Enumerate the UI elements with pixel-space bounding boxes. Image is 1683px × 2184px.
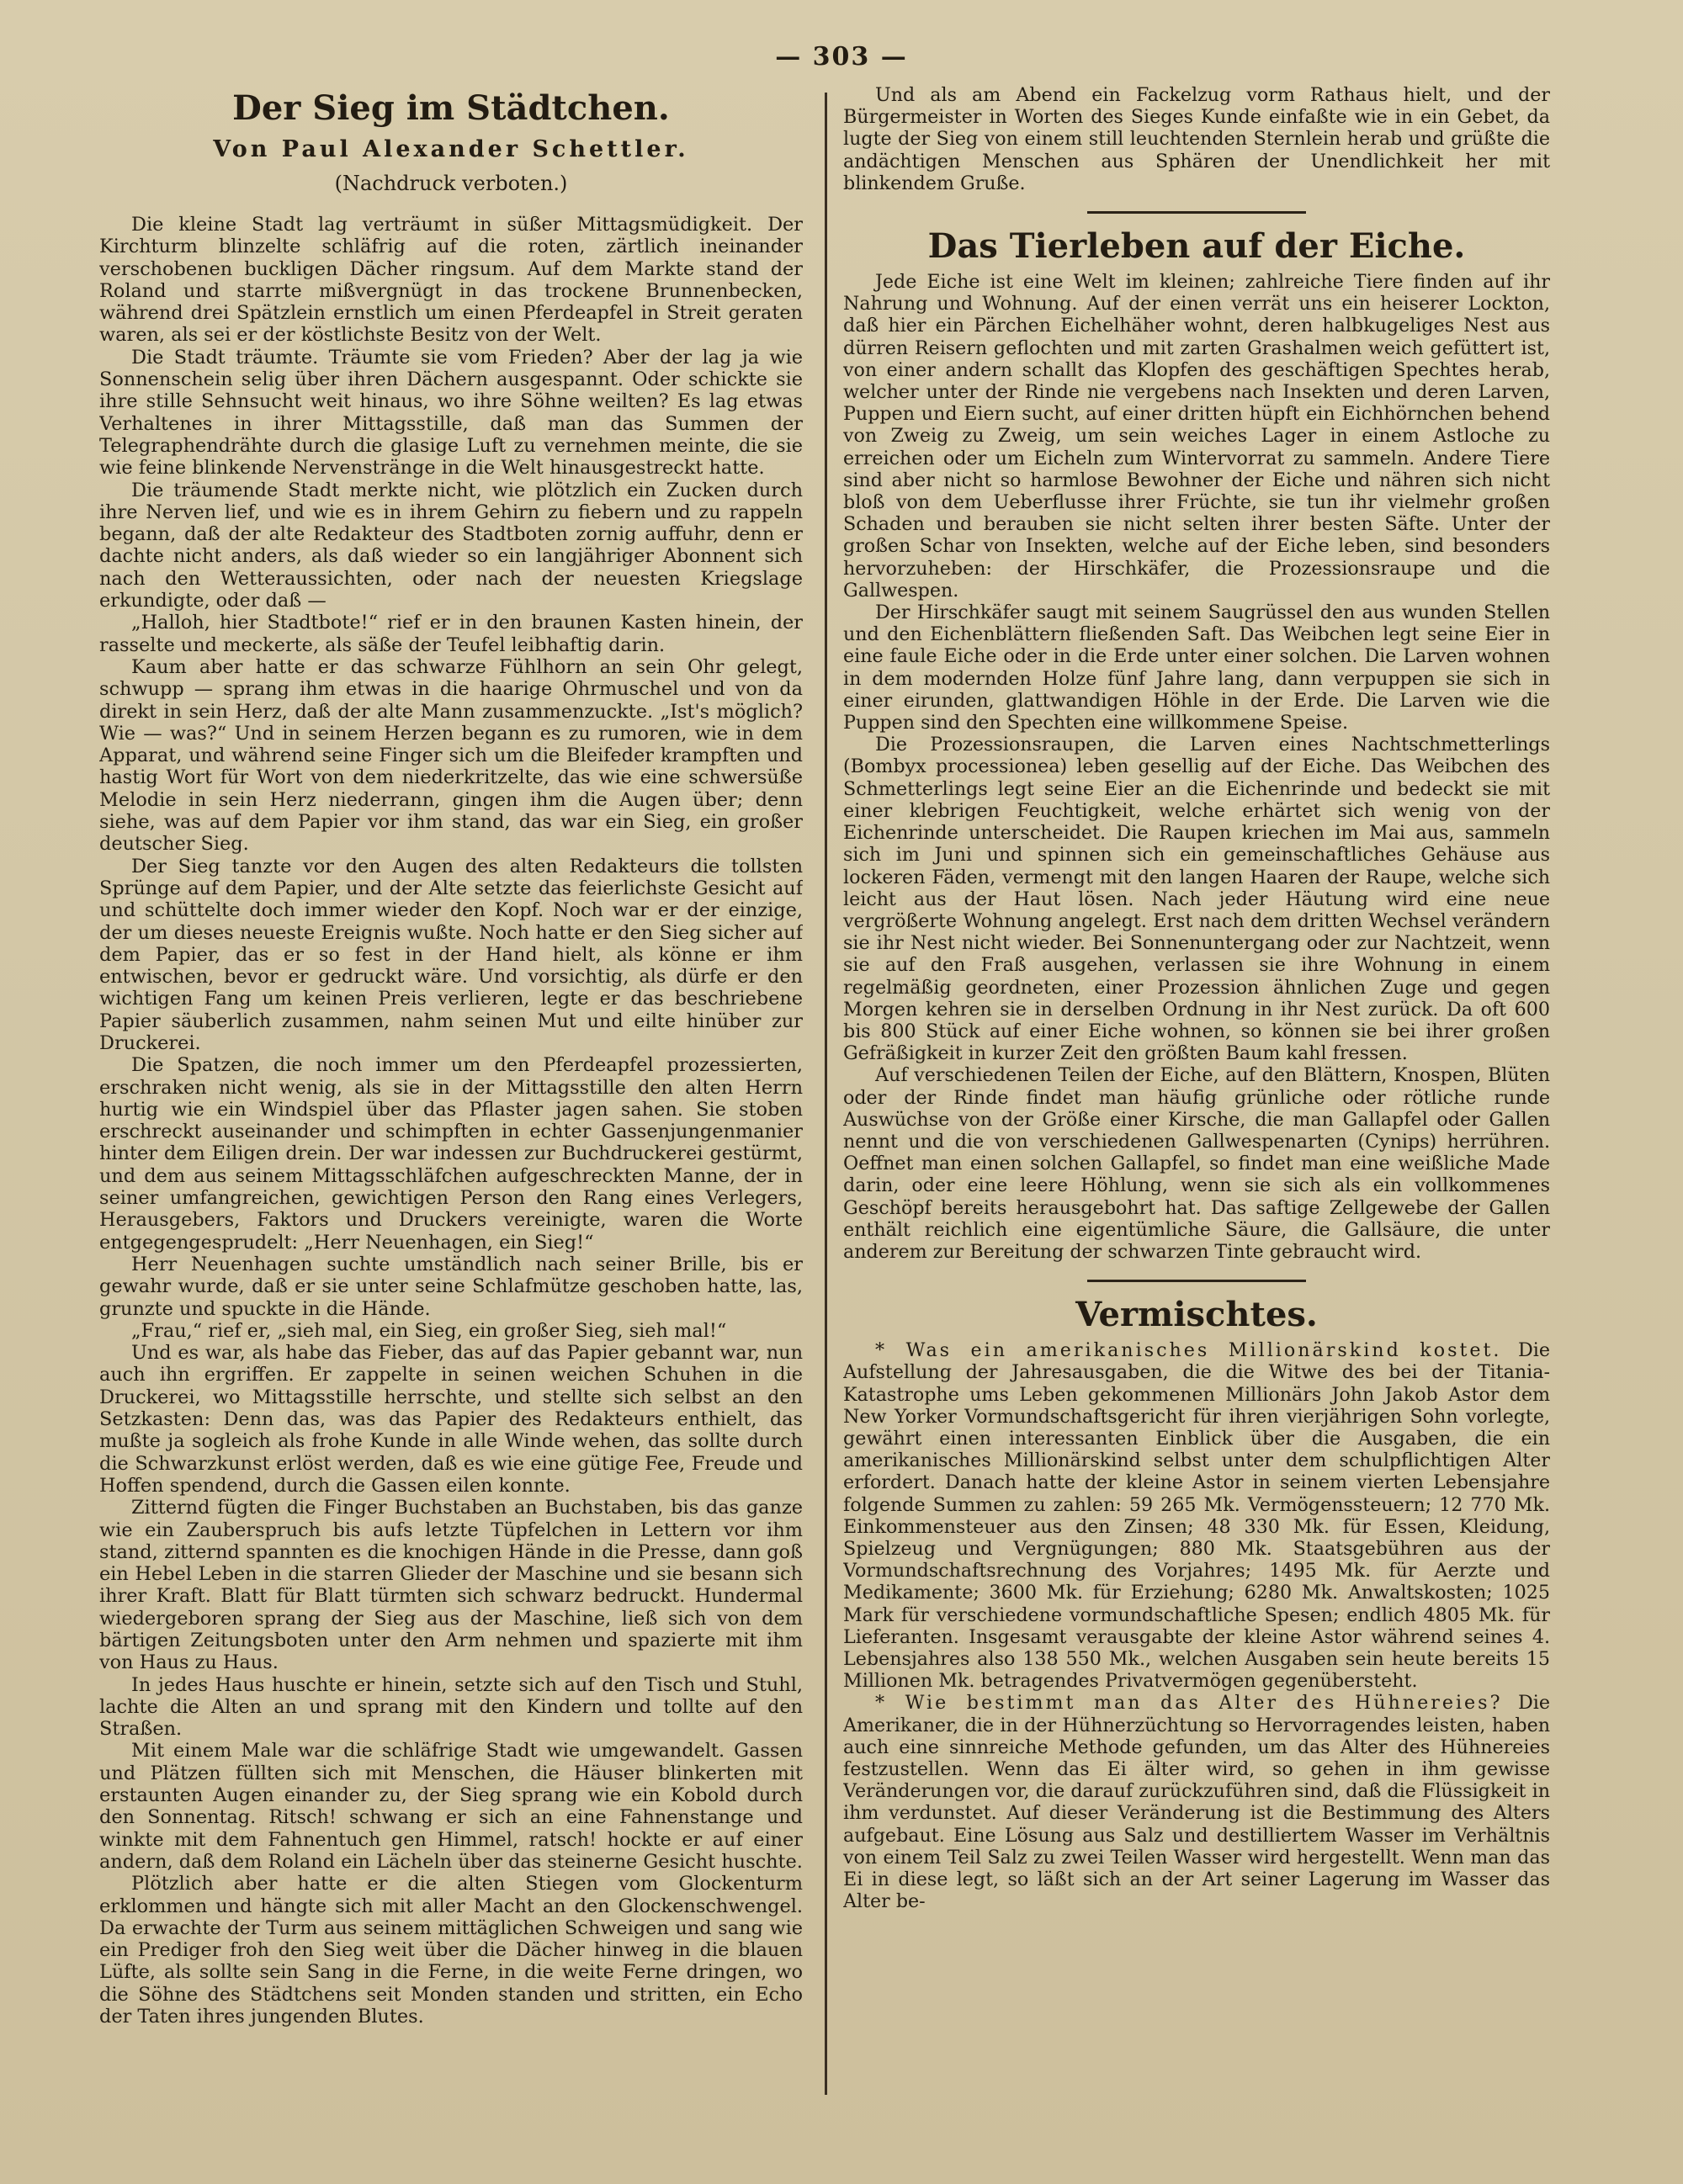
story-paragraph: Die kleine Stadt lag verträumt in süßer Mittagsmüdigkeit. Der Kirchturm blinzelte schläfrig auf die roten, zärtlich ineinander verschobenen buckligen Dächer ringsum. Auf dem Markte stand der Roland und starrte mißvergnügt in das trockene Brunnenbecken, während drei Spätzlein ernstlich um einen Pferdeapfel in Streit geraten waren, als sei er der köstlichste Besitz von der Welt. xyxy=(99,214,803,347)
story-paragraph: Und es war, als habe das Fieber, das auf das Papier gebannt war, nun auch ihn ergriffen. Er zappelte in seinen weichen Schuhen in die Druckerei, wo Mittagsstille herrschte, und stellte sich selbst an den Setzkasten: Denn das, was das Papier des Redakteurs enthielt, das mußte ja sogleich als frohe Kunde in alle Winde wehen, das sollte durch die Schwarzkunst erlöst werden, daß es wie eine gütige Fee, Freude und Hoffen spendend, durch die Gassen eilen konnte. xyxy=(99,1342,803,1497)
story-paragraph: Mit einem Male war die schläfrige Stadt wie umgewandelt. Gassen und Plätzen füllten sich mit Menschen, die Häuser blinkerten mit erstaunten Augen einander zu, der Sieg sprang wie ein Kobold durch den Sonnentag. Ritsch! schwang er sich an eine Fahnenstange und winkte mit dem Fahnentuch gen Himmel, ratsch! hockte er auf einer andern, daß dem Roland ein Lächeln über das steinerne Gesicht huschte. xyxy=(99,1740,803,1873)
misc-title: Vermischtes. xyxy=(1075,1295,1318,1335)
story-paragraph: Die Spatzen, die noch immer um den Pferdeapfel prozessierten, erschraken nicht wenig, als sie in der Mittagsstille den alten Herrn hurtig wie ein Windspiel über das Pflaster jagen sahen. Sie stoben erschreckt auseinander und schimpften in echter Gassenjungenmanier hinter dem Eiligen drein. Der war indessen zur Buchdruckerei gestürmt, und dem aus seinem Mittagsschläfchen aufgeschreckten Manne, der in seiner umfangreichen, gewichtigen Person den Rang eines Verlegers, Herausgebers, Faktors und Druckers vereinigte, waren die Worte entgegengesprudelt: „Herr Neuenhagen, ein Sieg!“ xyxy=(99,1054,803,1254)
story-paragraph: Die träumende Stadt merkte nicht, wie plötzlich ein Zucken durch ihre Nerven lief, und wie es in ihrem Gehirn zu fiebern und zu rappeln begann, daß der alte Redakteur des Stadtboten zornig auffuhr, denn er dachte nicht anders, als daß wieder so ein langjähriger Abonnent sich nach den Wetteraussichten, oder nach der neuesten Kriegslage erkundigte, oder daß — xyxy=(99,479,803,612)
article-paragraph: Die Prozessionsraupen, die Larven eines Nachtschmetterlings (Bombyx processionea) leben gesellig auf der Eiche. Das Weibchen des Schmetterlings legt seine Eier an die Eichenrinde und bedeckt sie mit einer klebrigen Feuchtigkeit, welche erhärtet sich wenig von der Eichenrinde unterscheidet. Die Raupen kriechen im Mai aus, sammeln sich im Juni und spinnen sich ein gemeinschaftliches Gehäuse aus lockeren Fäden, vermengt mit den langen Haaren der Raupe, welche sich leicht aus der Haut lösen. Nach jeder Häutung wird eine neue vergrößerte Wohnung angelegt. Erst nach dem dritten Wechsel verändern sie ihr Nest nicht wieder. Bei Sonnenuntergang oder zur Nachtzeit, wenn sie auf den Fraß ausgehen, verlassen sie ihre Wohnung in einem regelmäßig geordneten, einer Prozession ähnlichen Zuge und gegen Morgen kehren sie in derselben Ordnung in ihr Nest zurück. Da oft 600 bis 800 Stück auf einer Eiche wohnen, so können sie bei ihrer großen Gefräßigkeit in kurzer Zeit den größten Baum kahl fressen. xyxy=(843,734,1550,1065)
section-rule xyxy=(1087,1280,1306,1282)
story-paragraph: Der Sieg tanzte vor den Augen des alten Redakteurs die tollsten Sprünge auf dem Papier, und der Alte setzte das feierlichste Gesicht auf und schüttelte doch immer wieder den Kopf. Noch war er der einzige, der um dieses neueste Ereignis wußte. Noch hatte er den Sieg sicher auf dem Papier, das er so fest in der Hand hielt, als könne er ihm entwischen, bevor er gedruckt wäre. Und vorsichtig, als dürfe er den wichtigen Fang um keinen Preis verlieren, legte er das beschriebene Papier säuberlich zusammen, nahm seinen Mut und eilte hinüber zur Druckerei. xyxy=(99,855,803,1054)
story-title: Der Sieg im Städtchen. xyxy=(232,88,670,128)
misc-item-text: Die Aufstellung der Jahresausgaben, die die Witwe des bei der Titania-Katastrophe ums Leben gekommenen Millionärs John Jakob Astor dem New Yorker Vormundschaftsgericht für ihren vierjährigen Sohn vorlegte, gewährt einen interessanten Einblick über die Ausgaben, die ein amerikanisches Millionärskind selbst unter dem schulpflichtigen Alter erfordert. Danach hatte der kleine Astor in seinem vierten Lebensjahre folgende Summen zu zahlen: 59 265 Mk. Vermögenssteuern; 12 770 Mk. Einkommensteuer aus den Zinsen; 48 330 Mk. für Essen, Kleidung, Spielzeug und Vergnügungen; 880 Mk. Staatsgebühren aus der Vormundschaftsrechnung des Vorjahres; 1495 Mk. für Aerzte und Medikamente; 3600 Mk. für Erziehung; 6280 Mk. Anwaltskosten; 1025 Mark für verschiedene vormundschaftliche Spesen; endlich 4805 Mk. für Lieferanten. Insgesamt verausgabte der kleine Astor während seines 4. Lebensjahres also 138 550 Mk., welchen Ausgaben sein heute bereits 15 Millionen Mk. betragendes Privatvermögen gegenübersteht. xyxy=(843,1339,1550,1693)
story-paragraph: Kaum aber hatte er das schwarze Fühlhorn an sein Ohr gelegt, schwupp — sprang ihm etwas in die haarige Ohrmuschel und von da direkt in sein Herz, daß der alte Mann zusammenzuckte. „Ist's möglich? Wie — was?“ Und in seinem Herzen begann es zu rumoren, wie in dem Apparat, und während seine Finger sich um die Bleifeder krampften und hastig Wort für Wort von dem niederkritzelte, das wie eine schwersüße Melodie in sein Herz niederrann, gingen ihm die Augen über; denn siehe, was auf dem Papier vor ihm stand, das war ein Sieg, ein großer deutscher Sieg. xyxy=(99,655,803,856)
story-paragraph: In jedes Haus huschte er hinein, setzte sich auf den Tisch und Stuhl, lachte die Alten an und sprang mit den Kindern und tollte auf den Straßen. xyxy=(99,1673,803,1741)
section-rule xyxy=(1087,211,1306,214)
misc-item xyxy=(843,1339,1550,1692)
column-divider xyxy=(825,93,827,2095)
misc-item-heading: * Wie bestimmt man das Alter des Hühnereies? xyxy=(875,1692,1503,1715)
story-paragraph: Und als am Abend ein Fackelzug vorm Rathaus hielt, und der Bürgermeister in Worten des Sieges Kunde einfaßte wie in ein Gebet, da lugte der Sieg von einem still leuchtenden Sternlein herab und grüßte die andächtigen Menschen aus Sphären der Unendlichkeit her mit blinkendem Gruße. xyxy=(843,84,1550,194)
story-paragraph: „Halloh, hier Stadtbote!“ rief er in den braunen Kasten hinein, der rasselte und meckerte, als säße der Teufel leibhaftig darin. xyxy=(99,612,803,656)
misc-item xyxy=(843,1692,1550,1912)
story-paragraph: Zitternd fügten die Finger Buchstaben an Buchstaben, bis das ganze wie ein Zauberspruch bis aufs letzte Tüpfelchen in Lettern vor ihm stand, zitternd spannten es die knochigen Hände in die Presse, dann goß ein Hebel Leben in die starren Glieder der Maschine und sie besann sich ihrer Kraft. Blatt für Blatt türmten sich schwarz bedruckt. Hundermal wiedergeboren sprang der Sieg aus der Maschine, ließ sich von dem bärtigen Zeitungsboten unter den Arm nehmen und spazierte mit ihm von Haus zu Haus. xyxy=(99,1497,803,1674)
article-title: Das Tierleben auf der Eiche. xyxy=(927,226,1466,267)
misc-item-text: Die Amerikaner, die in der Hühnerzüchtung so Hervorragendes leisten, haben auch eine sinnreiche Methode gefunden, um das Alter des Hühnereies festzustellen. Wenn das Ei älter wird, so gehen in ihm gewisse Veränderungen vor, die darauf zurückzuführen sind, daß die Flüssigkeit in ihm verdunstet. Auf dieser Veränderung ist die Bestimmung des Alters aufgebaut. Eine Lösung aus Salz und destilliertem Wasser im Verhältnis von einem Teil Salz zu zwei Teilen Wasser wird hergestellt. Wenn man das Ei in diese legt, so läßt sich an der Art seiner Lagerung im Wasser das Alter be- xyxy=(843,1692,1550,1913)
story-paragraph: Herr Neuenhagen suchte umständlich nach seiner Brille, bis er gewahr wurde, daß er sie unter seine Schlafmütze geschoben hatte, las, grunzte und spuckte in die Hände. xyxy=(99,1253,803,1320)
story-paragraph: Plötzlich aber hatte er die alten Stiegen vom Glockenturm erklommen und hängte sich mit aller Macht an den Glockenschwengel. Da erwachte der Turm aus seinem mittäglichen Schweigen und sang wie ein Prediger froh den Sieg weit über die Dächer hinweg in die blauen Lüfte, als sollte sein Sang in die Ferne, in die weite Ferne dringen, wo die Söhne des Städtchens seit Monden standen und stritten, ein Echo der Taten ihres jungenden Blutes. xyxy=(99,1873,803,2028)
story-paragraph: Die Stadt träumte. Träumte sie vom Frieden? Aber der lag ja wie Sonnenschein selig über ihren Dächern ausgespannt. Oder schickte sie ihre stille Sehnsucht weit hinaus, wo ihre Söhne weilten? Es lag etwas Verhaltenes in ihrer Mittagsstille, daß man das Summen der Telegraphendrähte durch die glasige Luft zu vernehmen meinte, die sie wie feine blinkende Nervenstränge in die Welt hinausgestreckt hatte. xyxy=(99,346,803,480)
reprint-notice: (Nachdruck verboten.) xyxy=(334,172,568,195)
article-paragraph: Der Hirschkäfer saugt mit seinem Saugrüssel den aus wunden Stellen und den Eichenblättern fließenden Saft. Das Weibchen legt seine Eier in eine faule Eiche oder in die Erde unter einer solchen. Die Larven wohnen in dem modernden Holze fünf Jahre lang, dann verpuppen sie sich in einer eirunden, glattwandigen Höhle in der Erde. Die Larven wie die Puppen sind den Spechten eine willkommene Speise. xyxy=(843,602,1550,734)
story-paragraph: „Frau,“ rief er, „sieh mal, ein Sieg, ein großer Sieg, sieh mal!“ xyxy=(131,1319,727,1342)
article-paragraph: Auf verschiedenen Teilen der Eiche, auf den Blättern, Knospen, Blüten oder der Rinde findet man häufig grünliche oder rötliche runde Auswüchse von der Größe einer Kirsche, die man Gallapfel oder Gallen nennt und die von verschiedenen Gallwespenarten (Cynips) herrühren. Oeffnet man einen solchen Gallapfel, so findet man eine weißliche Made darin, oder eine leere Höhlung, wenn sie sich als ein vollkommenes Geschöpf bereits herausgebohrt hat. Das saftige Zellgewebe der Gallen enthält reichlich eine eigentümliche Säure, die Gallsäure, die unter anderem zur Bereitung der schwarzen Tinte gebraucht wird. xyxy=(843,1064,1550,1263)
right-column xyxy=(843,84,1550,2162)
left-column xyxy=(99,84,803,2162)
article-paragraph: Jede Eiche ist eine Welt im kleinen; zahlreiche Tiere finden auf ihr Nahrung und Wohnung. Auf der einen verrät uns ein heiserer Lockton, daß hier ein Pärchen Eichelhäher wohnt, deren halbkugeliges Nest aus dürren Reisern geflochten und mit zarten Grashalmen weich gefüttert ist, von einer andern schallt das Klopfen des geschäftigen Spechtes herab, welcher unter der Rinde nie vergebens nach Insekten und deren Larven, Puppen und Eiern sucht, auf einer dritten hüpft ein Eichhörnchen behend von Zweig zu Zweig, um sein weiches Lager in einem Astloche zu erreichen oder um Eicheln zum Wintervorrat zu sammeln. Andere Tiere sind aber nicht so harmlose Bewohner der Eiche und nähren sich nicht bloß von dem Ueberflusse ihrer Früchte, sie tun ihr vielmehr großen Schaden und berauben sie nicht selten ihrer besten Säfte. Unter der großen Schar von Insekten, welche auf der Eiche leben, sind besonders hervorzuheben: der Hirschkäfer, die Prozessionsraupe und die Gallwespen. xyxy=(843,271,1550,602)
page-number: — 303 — xyxy=(775,42,908,72)
story-byline: Von Paul Alexander Schettler. xyxy=(213,136,689,162)
misc-item-heading: * Was ein amerikanisches Millionärskind kostet. xyxy=(875,1339,1502,1362)
